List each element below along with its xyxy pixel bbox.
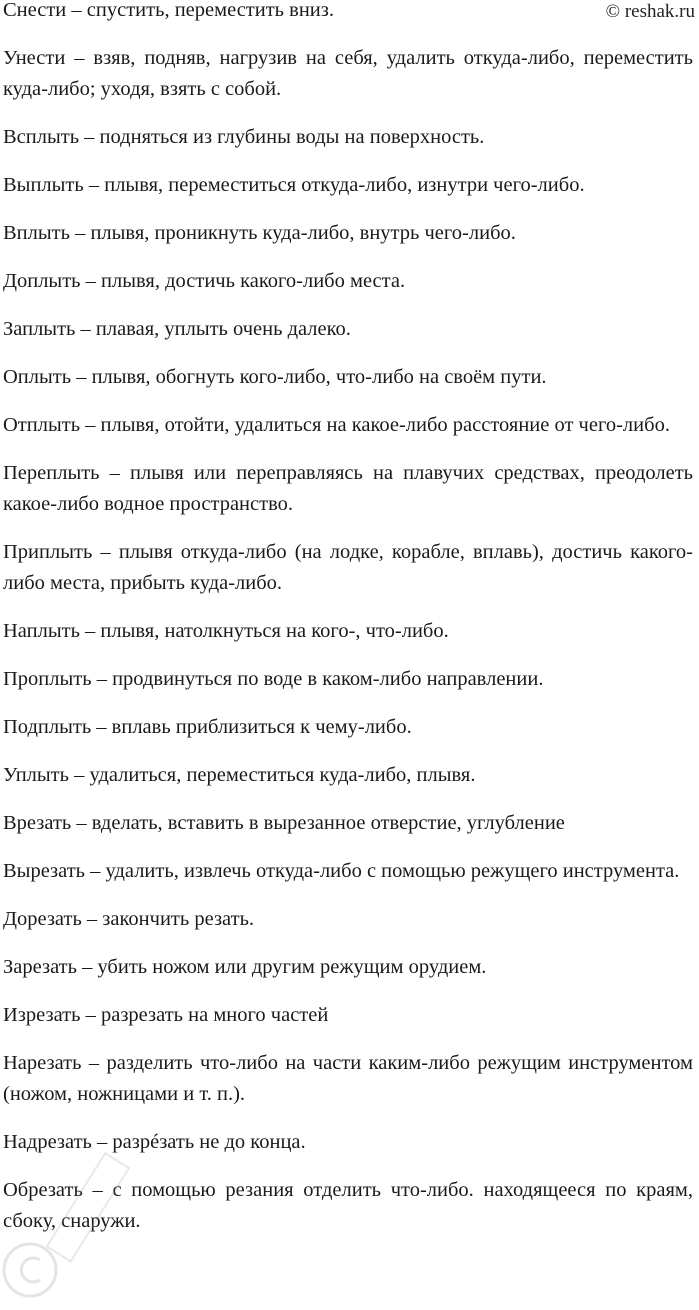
definition-entry: Доплыть – плывя, достичь какого-либо места. xyxy=(3,270,406,292)
definition-entry: Надрезать – разрéзать не до конца. xyxy=(3,1131,306,1153)
definition-entry: Заплыть – плавая, уплыть очень далеко. xyxy=(3,318,351,340)
definition-entry: Наплыть – плывя, натолкнуться на кого-, что-либо. xyxy=(3,620,449,642)
definitions-list xyxy=(3,0,693,1254)
definition-entry: Уплыть – удалиться, переместиться куда-либо, плывя. xyxy=(3,764,476,786)
definition-entry: Всплыть – подняться из глубины воды на поверхность. xyxy=(3,126,485,148)
definition-entry: Проплыть – продвинуться по воде в каком-либо направлении. xyxy=(3,668,544,690)
definition-entry: Снести – спустить, переместить вниз. xyxy=(3,0,334,21)
definition-entry: Врезать – вделать, вставить в вырезанное отверстие, углубление xyxy=(3,812,565,834)
definition-entry: Дорезать – закончить резать. xyxy=(3,908,255,930)
definition-entry: Оплыть – плывя, обогнуть кого-либо, что-либо на своём пути. xyxy=(3,366,547,388)
definition-entry: Выплыть – плывя, переместиться откуда-либо, изнутри чего-либо. xyxy=(3,174,585,196)
definition-entry: Зарезать – убить ножом или другим режущим орудием. xyxy=(3,956,487,978)
definition-entry: Переплыть – плывя или переправляясь на плавучих средствах, преодолеть какое-либо водное пространство. xyxy=(3,462,693,515)
definition-entry: Обрезать – с помощью резания отделить что-либо. находящееся по краям, сбоку, снаружи. xyxy=(3,1179,693,1232)
definition-entry: Вырезать – удалить, извлечь откуда-либо с помощью режущего инструмента. xyxy=(3,860,680,882)
definition-entry: Унести – взяв, подняв, нагрузив на себя, удалить откуда-либо, переместить куда-либо; уходя, взять с собой. xyxy=(3,47,693,100)
definition-entry: Нарезать – разделить что-либо на части каким-либо режущим инструментом (ножом, ножницами и т. п.). xyxy=(3,1052,693,1105)
definition-entry: Подплыть – вплавь приблизиться к чему-либо. xyxy=(3,716,412,738)
definition-entry: Отплыть – плывя, отойти, удалиться на какое-либо расстояние от чего-либо. xyxy=(3,414,670,436)
definition-entry: Вплыть – плывя, проникнуть куда-либо, внутрь чего-либо. xyxy=(3,222,516,244)
definition-entry: Приплыть – плывя откуда-либо (на лодке, корабле, вплавь), достичь какого-либо места, прибыть куда-либо. xyxy=(3,541,693,594)
source-credit: © reshak.ru xyxy=(605,1,695,22)
definition-entry: Изрезать – разрезать на много частей xyxy=(3,1004,329,1026)
